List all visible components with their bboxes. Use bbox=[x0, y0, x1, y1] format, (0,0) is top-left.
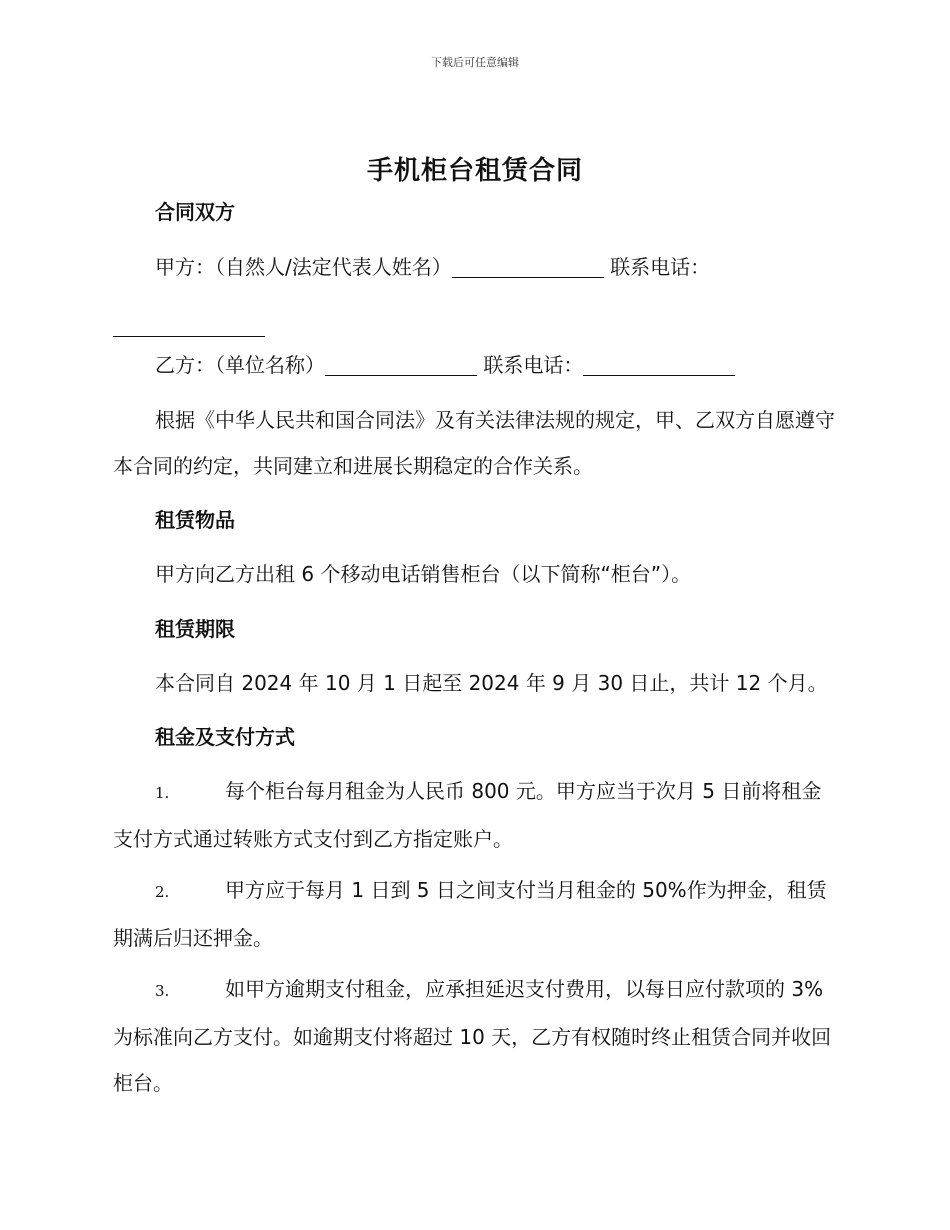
party-a-label: 甲方：（自然人/法定代表人姓名） bbox=[155, 255, 452, 279]
party-a-line bbox=[113, 244, 835, 337]
rent-item-3 bbox=[113, 966, 835, 1106]
rent-item-1-text: 每个柜台每月租金为人民币 800 元。甲方应当于次月 5 日前将租金支付方式通过转账方式支付到乙方指定账户。 bbox=[113, 779, 822, 851]
section-heading-rent: 租金及支付方式 bbox=[155, 725, 295, 749]
party-b-line bbox=[113, 342, 835, 388]
party-b-contact-label: 联系电话： bbox=[483, 353, 584, 377]
section-heading-item: 租赁物品 bbox=[155, 508, 235, 532]
party-a-phone-blank[interactable] bbox=[113, 316, 265, 337]
section-heading-parties: 合同双方 bbox=[155, 200, 235, 224]
rent-item-2 bbox=[113, 867, 835, 961]
party-b-phone-blank[interactable] bbox=[583, 355, 735, 376]
rent-item-2-number: 2. bbox=[155, 883, 170, 901]
rent-item-2-text: 甲方应于每月 1 日到 5 日之间支付当月租金的 50%作为押金，租赁期满后归还押金。 bbox=[113, 878, 827, 950]
party-a-contact-label: 联系电话： bbox=[610, 255, 711, 279]
rent-item-1-number: 1. bbox=[155, 784, 170, 802]
rent-item-1 bbox=[113, 768, 835, 862]
section-heading-term: 租赁期限 bbox=[155, 617, 235, 641]
rent-item-3-text: 如甲方逾期支付租金，应承担延迟支付费用，以每日应付款项的 3%为标准向乙方支付。如逾期支付将超过 10 天，乙方有权随时终止租赁合同并收回柜台。 bbox=[113, 977, 832, 1095]
party-b-label: 乙方：（单位名称） bbox=[155, 353, 325, 377]
intro-paragraph: 根据《中华人民共和国合同法》及有关法律法规的规定，甲、乙双方自愿遵守本合同的约定，共同建立和进展长期稳定的合作关系。 bbox=[113, 408, 835, 478]
term-paragraph: 本合同自 2024 年 10 月 1 日起至 2024 年 9 月 30 日止，共计 12 个月。 bbox=[155, 671, 828, 695]
rent-item-3-number: 3. bbox=[155, 982, 170, 1000]
document-title: 手机柜台租赁合同 bbox=[366, 156, 583, 186]
item-paragraph: 甲方向乙方出租 6 个移动电话销售柜台（以下简称“柜台”）。 bbox=[155, 562, 692, 586]
party-a-name-blank[interactable] bbox=[452, 257, 604, 278]
page-header: 下载后可任意编辑 bbox=[431, 56, 519, 69]
party-b-name-blank[interactable] bbox=[325, 355, 477, 376]
